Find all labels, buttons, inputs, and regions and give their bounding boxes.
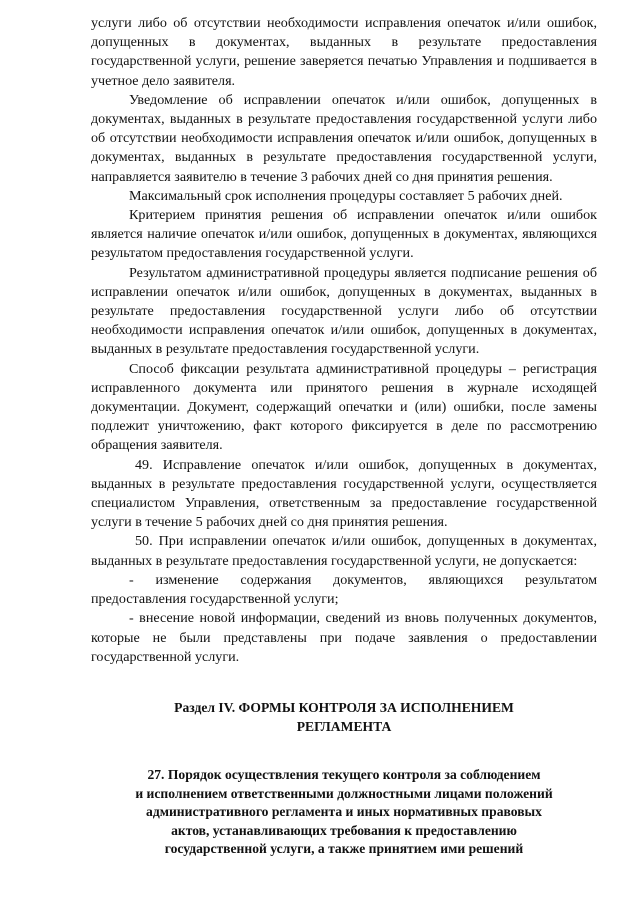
paragraph-fixation-method: Способ фиксации результата административной процедуры – регистрация исправленного документа или принятого решения в журнале исходящей документации. Документ, содержащий опечатки и (или) ошибки, после замены подлежит уничтожению, факт которого фиксируется в деле по рассмотрению обращения заявителя. xyxy=(91,360,597,454)
subsection-heading-line-2: и исполнением ответственными должностными лицами положений xyxy=(135,785,553,801)
list-item-new-information: - внесение новой информации, сведений из вновь полученных документов, которые не были представлены при подаче заявления о предоставлении государственной услуги. xyxy=(91,610,597,665)
section-heading-line-2: РЕГЛАМЕНТА xyxy=(296,718,392,734)
subsection-heading-line-4: актов, устанавливающих требования к предоставлению xyxy=(171,822,517,838)
paragraph-decision-certification: услуги либо об отсутствии необходимости исправления опечаток и/или ошибок, допущенных в документах, выданных в результате предоставления государственной услуги, решение заверяется печатью Управления и подшивается в учетное дело заявителя. xyxy=(91,15,597,89)
paragraph-result: Результатом административной процедуры является подписание решения об исправлении опечаток и/или ошибок, допущенных в документах, выданных в результате предоставления государственной услуги либо об отсутствии необходимости исправления опечаток и/или ошибок, допущенных в документах, выданных в результате предоставления государственной услуги. xyxy=(91,264,597,358)
paragraph-notification: Уведомление об исправлении опечаток и/или ошибок, допущенных в документах, выданных в результате предоставления государственной услуги либо об отсутствии необходимости исправления опечаток и/или ошибок, допущенных в документах, выданных в результате предоставления государственной услуги, направляется заявителю в течение 3 рабочих дней со дня принятия решения. xyxy=(91,91,597,185)
subsection-heading-line-1: 27. Порядок осуществления текущего контроля за соблюдением xyxy=(147,767,541,783)
section-heading xyxy=(91,699,597,736)
paragraph-max-term: Максимальный срок исполнения процедуры составляет 5 рабочих дней. xyxy=(129,187,563,204)
subsection-heading xyxy=(91,766,597,859)
paragraph-item-50: 50. При исправлении опечаток и/или ошибок, допущенных в документах, выданных в результате предоставления государственной услуги, не допускается: xyxy=(91,533,597,569)
paragraph-item-49: 49. Исправление опечаток и/или ошибок, допущенных в документах, выданных в результате предоставления государственной услуги, осуществляется специалистом Управления, ответственным за предоставление государственной услуги в течение 5 рабочих дней со дня принятия решения. xyxy=(91,456,597,531)
subsection-heading-line-3: административного регламента и иных нормативных правовых xyxy=(146,804,542,820)
paragraph-criterion: Критерием принятия решения об исправлении опечаток и/или ошибок является наличие опечаток и/или ошибок, допущенных в документах, являющихся результатом предоставления государственной услуги. xyxy=(91,207,597,262)
subsection-heading-line-5: государственной услуги, а также принятием ими решений xyxy=(164,841,524,857)
list-item-content-change: - изменение содержания документов, являющихся результатом предоставления государственной услуги; xyxy=(91,571,597,608)
section-heading-line-1: Раздел IV. ФОРМЫ КОНТРОЛЯ ЗА ИСПОЛНЕНИЕМ xyxy=(174,699,514,715)
document-page xyxy=(91,14,597,859)
